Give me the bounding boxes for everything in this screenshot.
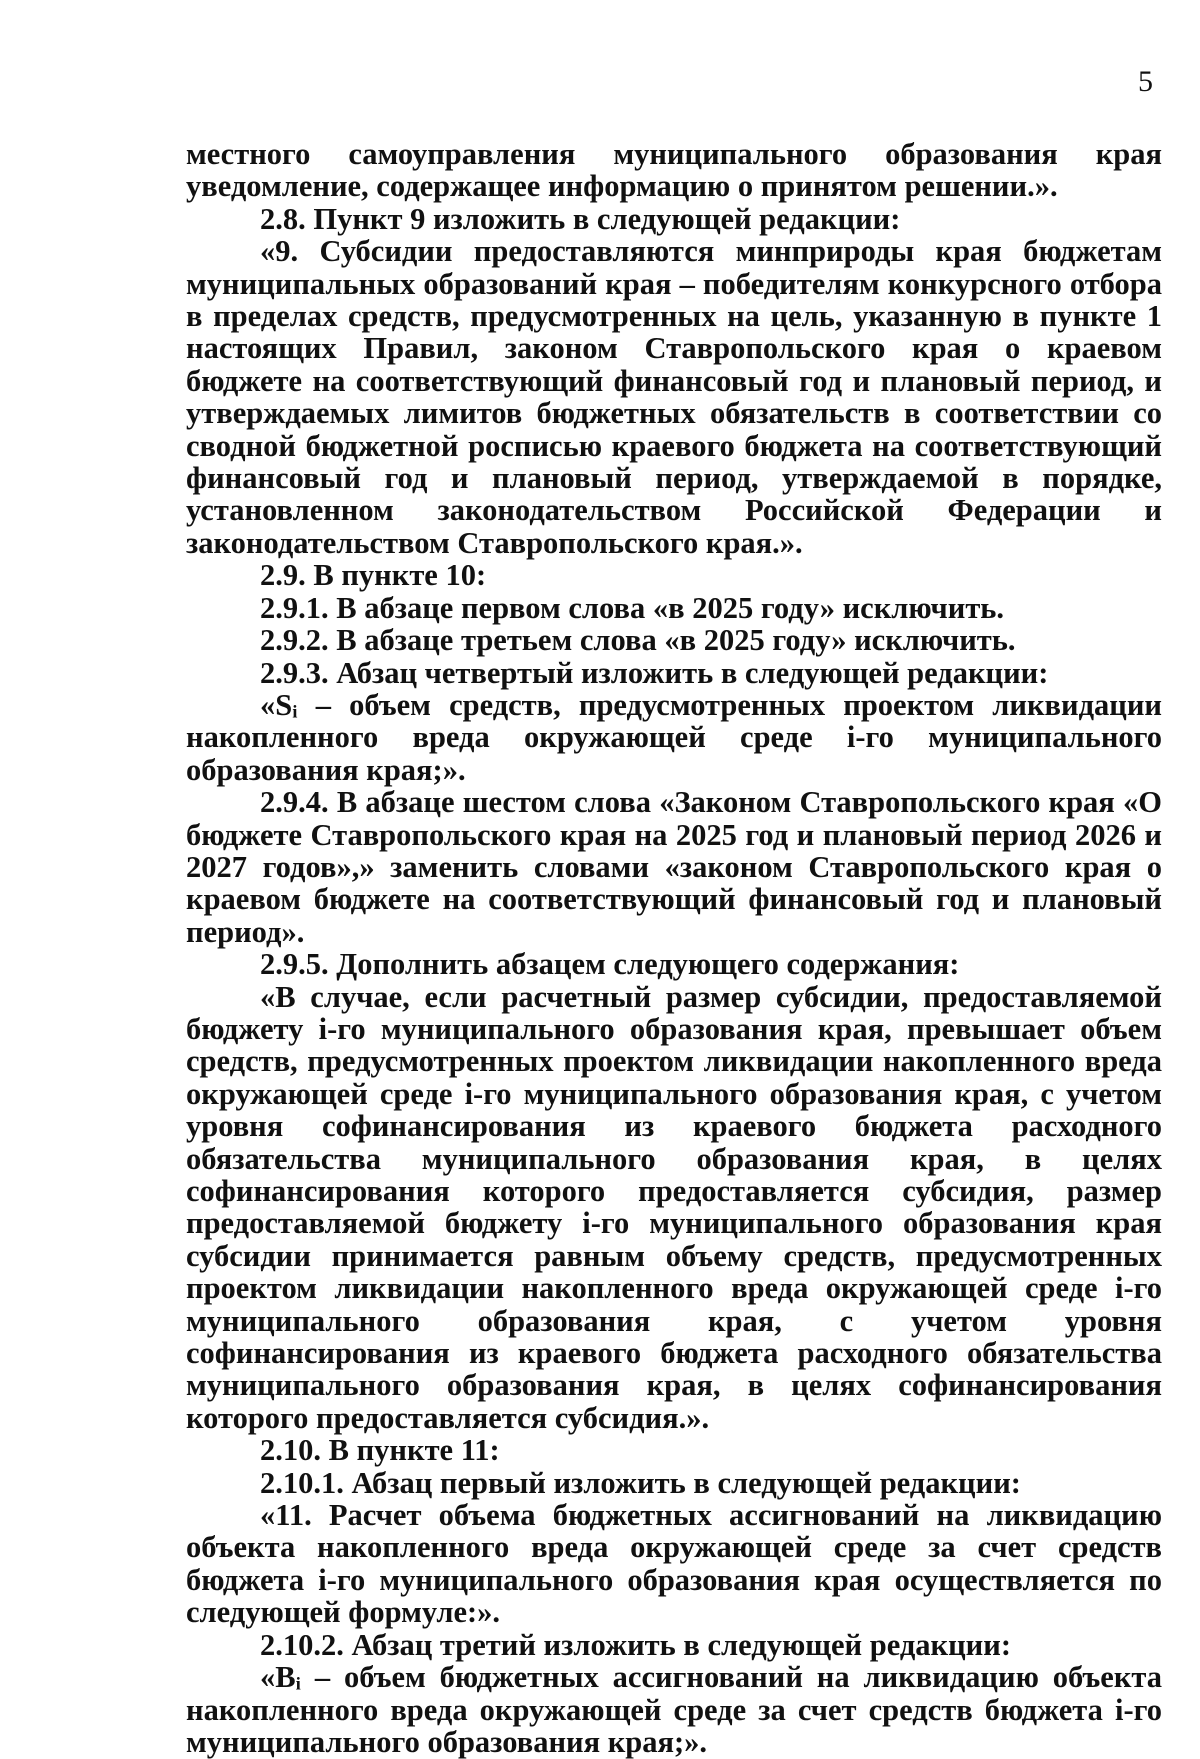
paragraph: «Bᵢ – объем бюджетных ассигнований на ликвидацию объекта накопленного вреда окружающей среде за счет средств бюджета i-го муниципального образования края;».: [186, 1660, 1162, 1759]
paragraph: 2.9.5. Дополнить абзацем следующего содержания:: [260, 947, 960, 982]
paragraph: 2.9.3. Абзац четвертый изложить в следующей редакции:: [260, 655, 1049, 690]
paragraph: 2.9.1. В абзаце первом слова «в 2025 году» исключить.: [260, 590, 1005, 625]
paragraph: 2.10.2. Абзац третий изложить в следующей редакции:: [260, 1627, 1011, 1662]
paragraph: 2.10. В пункте 11:: [260, 1433, 500, 1468]
paragraph: «В случае, если расчетный размер субсидии, предоставляемой бюджету i-го муниципального образования края, превышает объем средств, предусмотренных проектом ликвидации накопленного вреда окружающей среде i-го муниципального образования края, с учетом уровня софинансирования из краевого бюджета расходного обязательства муниципального образования края, в целях софинансирования которого предоставляется субсидия, размер предоставляемой бюджету i-го муниципального образования края субсидии принимается равным объему средств, предусмотренных проектом ликвидации накопленного вреда окружающей среде i-го муниципального образования края, с учетом уровня софинансирования из краевого бюджета расходного обязательства муниципального образования края, в целях софинансирования которого предоставляется субсидия.».: [186, 979, 1162, 1435]
paragraph: местного самоуправления муниципального образования края уведомление, содержащее информацию о принятом решении.».: [186, 137, 1162, 204]
paragraph: «Sᵢ – объем средств, предусмотренных проектом ликвидации накопленного вреда окружающей среде i-го муниципального образования края;».: [186, 687, 1162, 787]
paragraph: 2.9.4. В абзаце шестом слова «Законом Ставропольского края «О бюджете Ставропольского края на 2025 год и плановый период 2026 и 2027 годов»,» заменить словами «законом Ставропольского края о краевом бюджете на соответствующий финансовый год и плановый период».: [186, 785, 1162, 949]
paragraph: 2.9. В пункте 10:: [260, 558, 487, 593]
paragraph: 2.8. Пункт 9 изложить в следующей редакции:: [260, 201, 901, 236]
paragraph: 2.10.1. Абзац первый изложить в следующей редакции:: [260, 1465, 1021, 1500]
paragraph: «9. Субсидии предоставляются минприроды края бюджетам муниципальных образований края – победителям конкурсного отбора в пределах средств, предусмотренных на цель, указанную в пункте 1 настоящих Правил, законом Ставропольского края о краевом бюджете на соответствующий финансовый год и плановый период, и утверждаемых лимитов бюджетных обязательств в соответствии со сводной бюджетной росписью краевого бюджета на соответствующий финансовый год и плановый период, утверждаемой в порядке, установленном законодательством Российской Федерации и законодательством Ставропольского края.».: [186, 234, 1162, 560]
document-body: [186, 138, 1162, 1758]
paragraph: 2.9.2. В абзаце третьем слова «в 2025 году» исключить.: [260, 623, 1016, 658]
page-number: 5: [1138, 65, 1153, 98]
paragraph: «11. Расчет объема бюджетных ассигнований на ликвидацию объекта накопленного вреда окружающей среде за счет средств бюджета i-го муниципального образования края осуществляется по следующей формуле:».: [186, 1498, 1162, 1630]
